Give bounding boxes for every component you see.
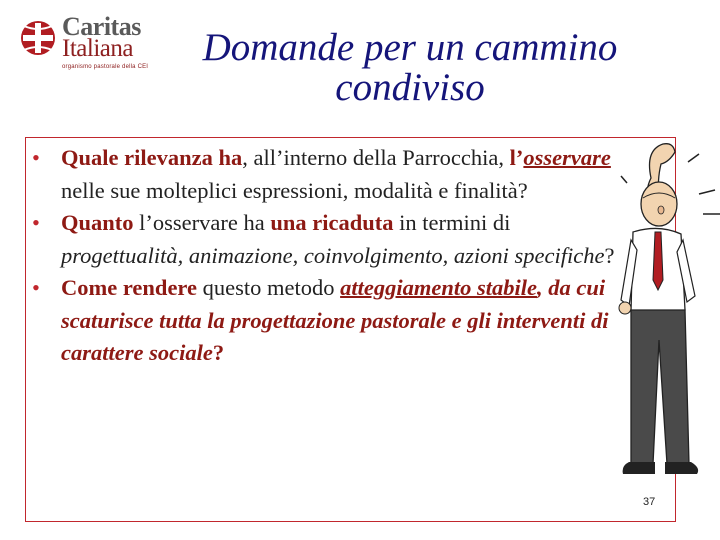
question-text-segment: questo metodo	[197, 275, 341, 300]
question-text-segment: , da cui scaturisce tutta la progettazione pastorale e gli interventi di carattere sociale	[61, 275, 609, 365]
question-text-segment: l’	[509, 145, 524, 170]
question-text-segment: Quanto	[61, 210, 134, 235]
question-text-segment: Quale rilevanza ha	[61, 145, 243, 170]
question-text-segment: l’osservare ha	[133, 210, 271, 235]
question-item	[28, 142, 618, 207]
question-text-segment: ?	[212, 340, 225, 365]
question-item	[28, 272, 618, 370]
question-text-segment: in termini di	[393, 210, 511, 235]
page-number: 37	[643, 496, 656, 508]
logo-name: Caritas	[62, 12, 141, 41]
question-text-segment: una ricaduta	[270, 210, 394, 235]
question-item	[28, 207, 618, 272]
thinking-man-icon	[615, 140, 720, 495]
question-list	[28, 142, 618, 370]
caritas-logo	[18, 14, 148, 74]
question-text-segment: atteggiamento stabile	[340, 275, 537, 300]
caritas-cross-logo-icon	[18, 18, 58, 58]
question-text-segment: osservare	[523, 145, 611, 170]
question-text-segment: ?	[604, 242, 615, 268]
question-text-segment: , all’interno della Parrocchia,	[242, 145, 510, 170]
question-text-segment: nelle sue molteplici espressioni, modalità e finalità?	[61, 177, 528, 203]
page-title: Domande per un cammino condiviso	[202, 26, 618, 109]
question-text-segment: progettualità, animazione, coinvolgimento, azioni specifiche	[61, 242, 605, 268]
logo-subname: Italiana	[62, 35, 133, 62]
question-text-segment: Come rendere	[61, 275, 197, 300]
logo-tagline: organismo pastorale della CEI	[62, 64, 149, 70]
